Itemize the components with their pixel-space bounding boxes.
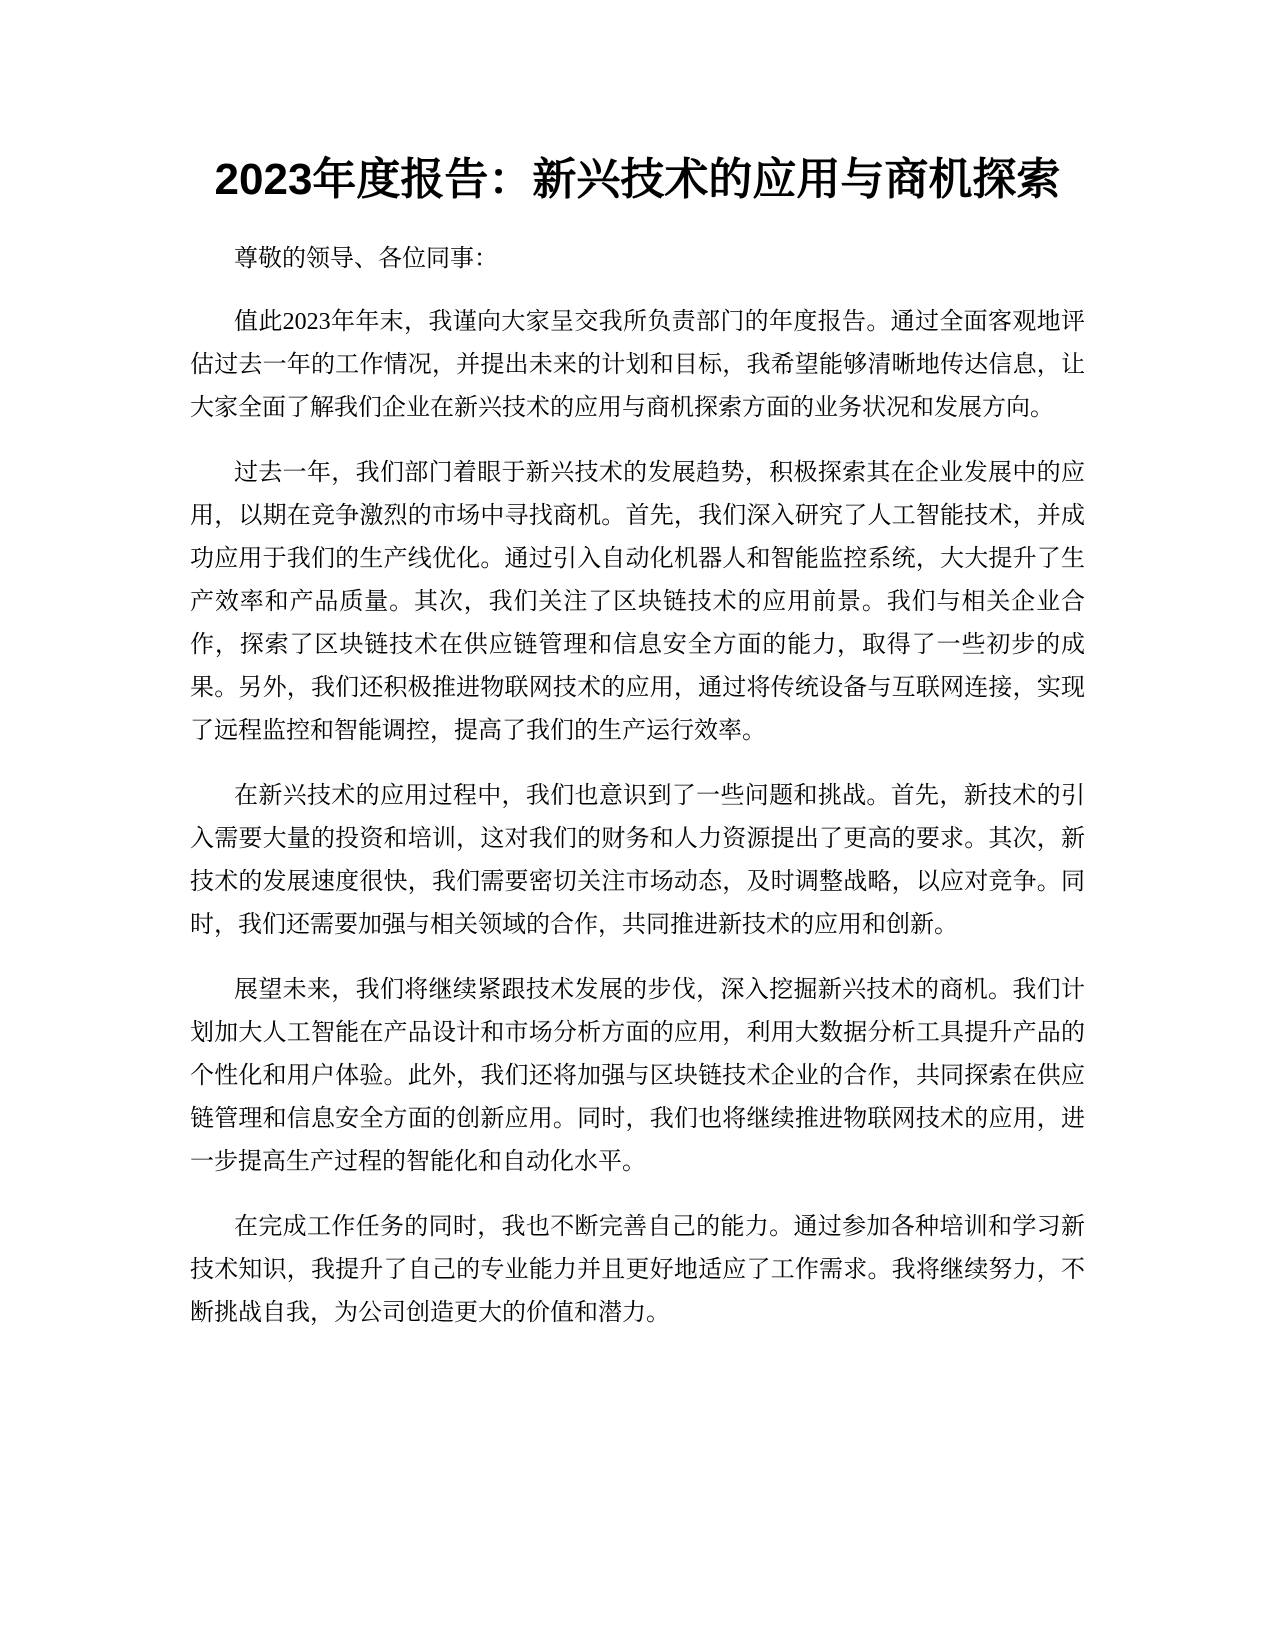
achievements-paragraph: 过去一年，我们部门着眼于新兴技术的发展趋势，积极探索其在企业发展中的应用，以期在竞争激烈的市场中寻找商机。首先，我们深入研究了人工智能技术，并成功应用于我们的生产线优化。通过引入自动化机器人和智能监控系统，大大提升了生产效率和产品质量。其次，我们关注了区块链技术的应用前景。我们与相关企业合作，探索了区块链技术在供应链管理和信息安全方面的能力，取得了一些初步的成果。另外，我们还积极推进物联网技术的应用，通过将传统设备与互联网连接，实现了远程监控和智能调控，提高了我们的生产运行效率。 xyxy=(190,460,1085,744)
intro-paragraph: 值此2023年年末，我谨向大家呈交我所负责部门的年度报告。通过全面客观地评估过去一年的工作情况，并提出未来的计划和目标，我希望能够清晰地传达信息，让大家全面了解我们企业在新兴技术的应用与商机探索方面的业务状况和发展方向。 xyxy=(190,309,1085,421)
document-body xyxy=(190,150,1085,1357)
closing-paragraph: 在完成工作任务的同时，我也不断完善自己的能力。通过参加各种培训和学习新技术知识，我提升了自己的专业能力并且更好地适应了工作需求。我将继续努力，不断挑战自我，为公司创造更大的价值和潜力。 xyxy=(190,1214,1085,1326)
salutation-paragraph: 尊敬的领导、各位同事： xyxy=(234,246,498,272)
document-title: 2023年度报告：新兴技术的应用与商机探索 xyxy=(214,155,1061,204)
challenges-paragraph: 在新兴技术的应用过程中，我们也意识到了一些问题和挑战。首先，新技术的引入需要大量的投资和培训，这对我们的财务和人力资源提出了更高的要求。其次，新技术的发展速度很快，我们需要密切关注市场动态，及时调整战略，以应对竞争。同时，我们还需要加强与相关领域的合作，共同推进新技术的应用和创新。 xyxy=(190,783,1085,938)
outlook-paragraph: 展望未来，我们将继续紧跟技术发展的步伐，深入挖掘新兴技术的商机。我们计划加大人工智能在产品设计和市场分析方面的应用，利用大数据分析工具提升产品的个性化和用户体验。此外，我们还将加强与区块链技术企业的合作，共同探索在供应链管理和信息安全方面的创新应用。同时，我们也将继续推进物联网技术的应用，进一步提高生产过程的智能化和自动化水平。 xyxy=(190,977,1085,1175)
